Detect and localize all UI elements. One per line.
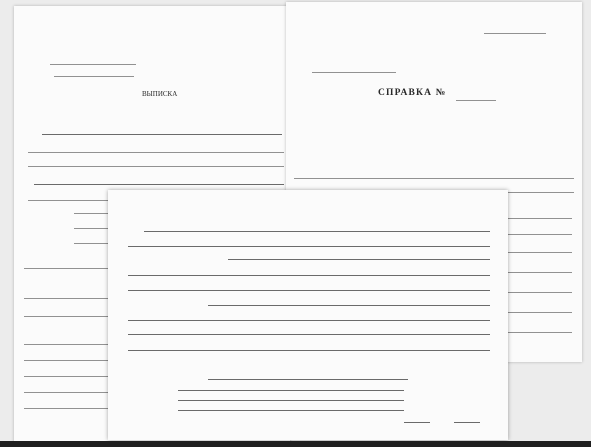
front-line — [228, 259, 490, 260]
certificate-line — [456, 100, 496, 101]
bottom-bar — [0, 441, 591, 447]
front-line — [208, 379, 408, 380]
extract-line — [28, 152, 284, 153]
front-line — [144, 231, 490, 232]
extract-line — [42, 134, 282, 135]
extract-line — [54, 76, 134, 77]
extract-line — [50, 64, 136, 65]
front-line — [178, 410, 404, 411]
front-line — [208, 305, 490, 306]
front-line — [128, 275, 490, 276]
certificate-line — [294, 178, 574, 179]
certificate-line — [312, 72, 396, 73]
certificate-line — [484, 33, 546, 34]
front-line — [128, 320, 490, 321]
front-line — [128, 334, 490, 335]
front-line — [178, 390, 404, 391]
front-line — [404, 422, 430, 423]
extract-title: ВЫПИСКА — [142, 90, 178, 98]
extract-line — [34, 184, 284, 185]
front-line — [128, 290, 490, 291]
front-form-sheet — [108, 190, 508, 440]
certificate-title: СПРАВКА № — [378, 88, 447, 98]
front-line — [178, 400, 404, 401]
front-line — [128, 350, 490, 351]
front-line — [128, 246, 490, 247]
extract-line — [28, 166, 284, 167]
front-line — [454, 422, 480, 423]
